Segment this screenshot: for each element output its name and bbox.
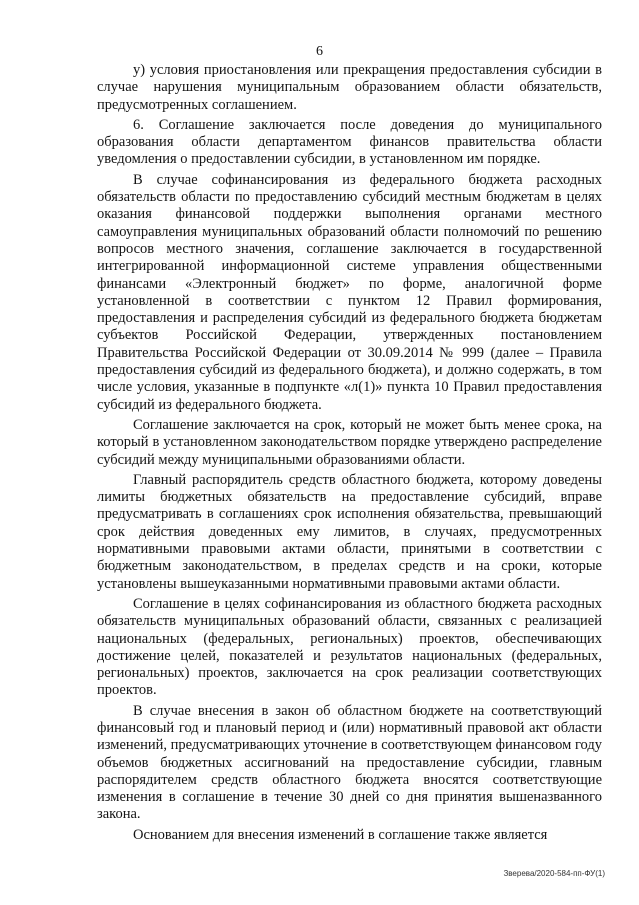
document-footer-code: Зверева/2020-584-пп-ФУ(1) — [503, 869, 605, 878]
document-body — [97, 62, 602, 847]
paragraph-6-agreement-conclusion: 6. Соглашение заключается после доведения до муниципального образования области департаментом финансов правительства области уведомления о предоставлении субсидии, в установленном им порядке. — [97, 116, 602, 168]
paragraph-budget-law-changes: В случае внесения в закон об областном бюджете на соответствующий финансовый год и плановый период и (или) нормативный правовой акт области изменений, предусматривающих уточнение в соответствующем финансовом году объемов бюджетных ассигнований на предоставление субсидии, главным распорядителем средств областного бюджета вносятся соответствующие изменения в соглашение в течение 30 дней со дня принятия вышеназванного закона. — [97, 702, 602, 823]
paragraph-federal-cofinancing: В случае софинансирования из федерального бюджета расходных обязательств области по предоставлению субсидий местным бюджетам в целях оказания финансовой поддержки выполнения органами местного самоуправления муниципальных образований области полномочий по решению вопросов местного значения, соглашение заключается в государственной интегрированной информационной системе управления общественными финансами «Электронный бюджет» по форме, аналогичной форме установленной в соответствии с пунктом 12 Правил формирования, предоставления и распределения субсидий из федерального бюджета бюджетам субъектов Российской Федерации, утвержденных постановлением Правительства Российской Федерации от 30.09.2014 № 999 (далее – Правила предоставления субсидий из федерального бюджета), и должно содержать, в том числе условия, указанные в подпункте «л(1)» пункта 10 Правил предоставления субсидий из федерального бюджета. — [97, 171, 602, 413]
paragraph-agreement-term: Соглашение заключается на срок, который не может быть менее срока, на который в установленном законодательством порядке утверждено распределение субсидий между муниципальными образованиями области. — [97, 416, 602, 468]
paragraph-chief-administrator: Главный распорядитель средств областного бюджета, которому доведены лимиты бюджетных обязательств на предоставление субсидий, вправе предусматривать в соглашениях срок исполнения обязательства, превышающий срок действия доведенных ему лимитов, в случаях, предусмотренных нормативными правовыми актами области, принятыми в соответствии с бюджетным законодательством, в пределах средств и на сроки, которые установлены вышеуказанными нормативными правовыми актами области. — [97, 471, 602, 592]
paragraph-subclause-u: у) условия приостановления или прекращения предоставления субсидии в случае нарушения муниципальным образованием области обязательств, предусмотренных соглашением. — [97, 62, 602, 113]
page-number: 6 — [316, 44, 323, 59]
paragraph-national-projects: Соглашение в целях софинансирования из областного бюджета расходных обязательств муниципальных образований области, связанных с реализацией национальных (федеральных, региональных) проектов, обеспечивающих достижение целей, показателей и результатов национальных (федеральных, региональных) проектов, заключается на срок реализации соответствующих проектов. — [97, 595, 602, 699]
paragraph-grounds-for-changes: Основанием для внесения изменений в соглашение также является — [133, 826, 548, 843]
